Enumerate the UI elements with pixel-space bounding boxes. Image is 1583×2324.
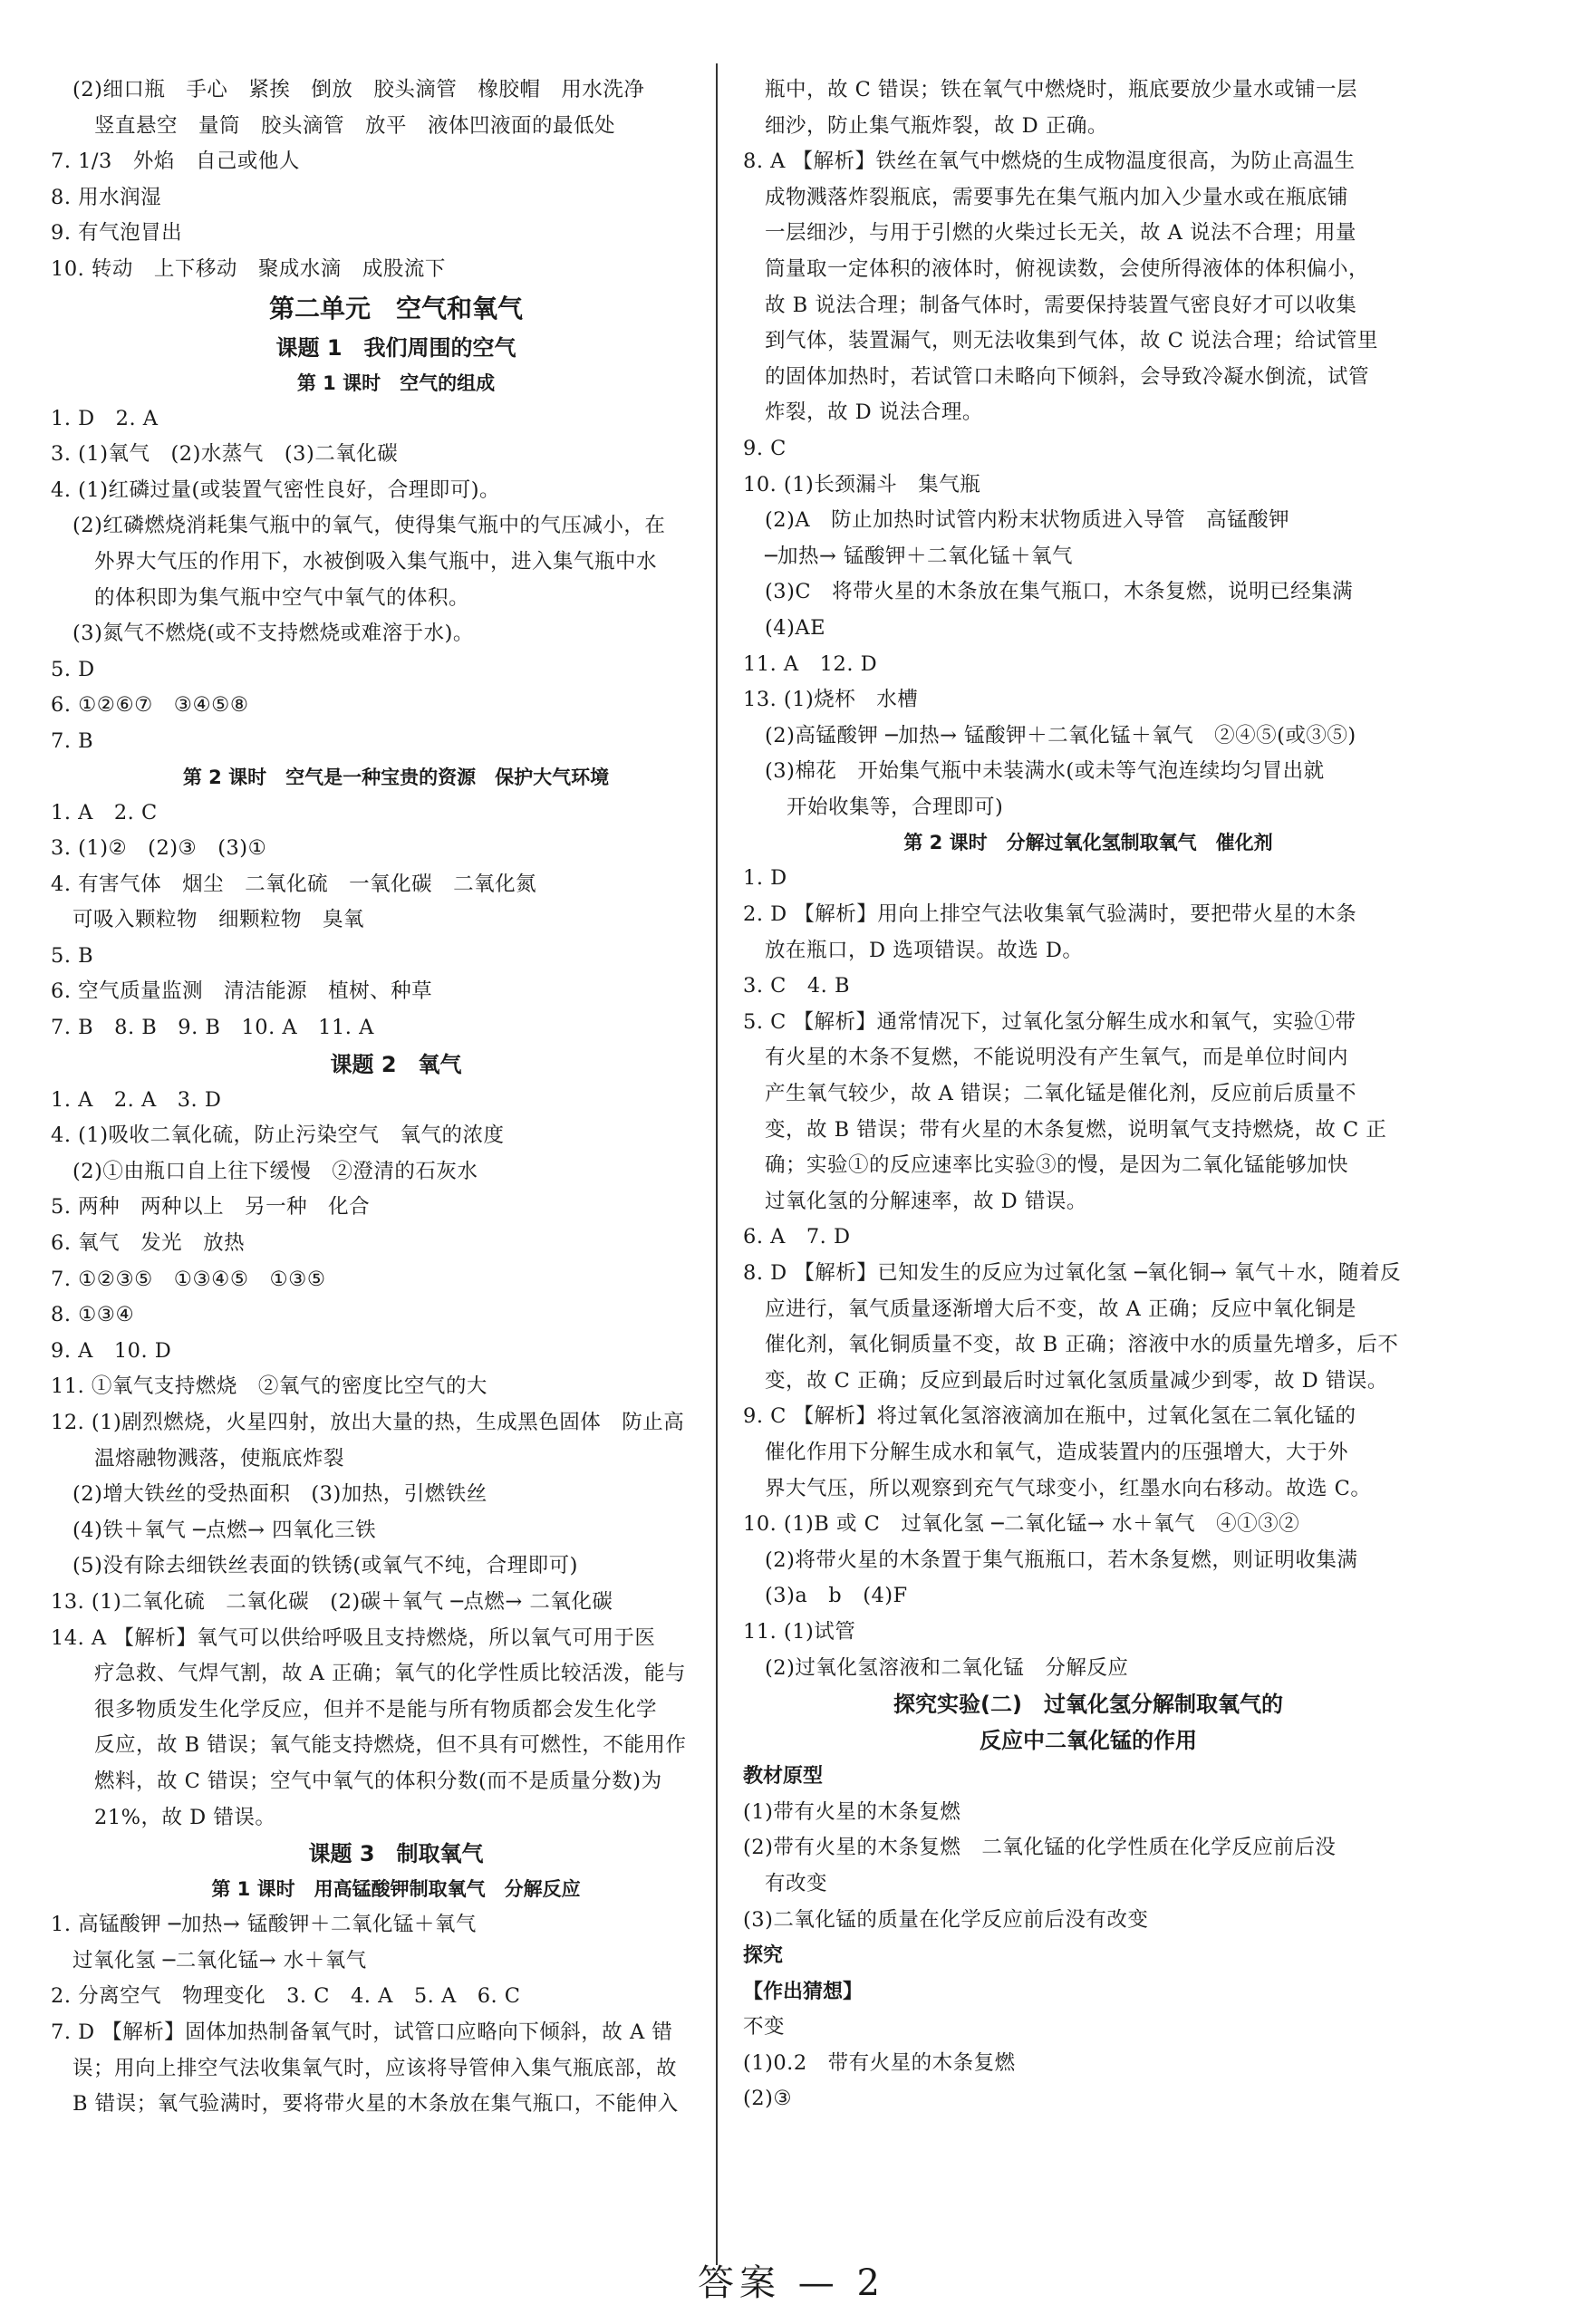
- answer-line: 1. A 2. A 3. D: [51, 1087, 222, 1112]
- topic-heading: 课题 3 制取氧气: [308, 1841, 484, 1867]
- answer-line: 4. 有害气体 烟尘 二氧化硫 一氧化碳 二氧化氮: [51, 872, 537, 896]
- answer-line: 一层细沙，与用于引燃的火柴过长无关，故 A 说法不合理；用量: [765, 221, 1357, 246]
- answer-line: 误；用向上排空气法收集氧气时，应该将导管伸入集气瓶底部，故: [72, 2056, 678, 2080]
- answer-line: 7. ①②③⑤ ①③④⑤ ①③⑤: [51, 1267, 326, 1291]
- answer-line: (2)①由瓶口自上往下缓慢 ②澄清的石灰水: [72, 1159, 478, 1183]
- answer-line: 3. (1)② (2)③ (3)①: [51, 836, 267, 861]
- left-column: [51, 72, 741, 2123]
- answer-line: 8. 用水润湿: [51, 185, 162, 209]
- answer-line: 反应，故 B 错误；氧气能支持燃烧，但不具有可燃性，不能用作: [94, 1733, 687, 1758]
- right-column: [743, 72, 1433, 2117]
- answer-line: (3)a b (4)F: [765, 1584, 908, 1608]
- answer-line: 温熔融物溅落，使瓶底炸裂: [94, 1446, 345, 1471]
- answer-line: (3)氮气不燃烧(或不支持燃烧或难溶于水)。: [72, 622, 474, 646]
- answer-line: 产生氧气较少，故 A 错误；二氧化锰是催化剂，反应前后质量不: [765, 1082, 1357, 1106]
- answer-line: 1. D 2. A: [51, 406, 159, 430]
- answer-line: 6. A 7. D: [743, 1225, 851, 1249]
- answer-line: 催化剂，氧化铜质量不变，故 B 正确；溶液中水的质量先增多，后不: [765, 1333, 1399, 1357]
- answer-line: 开始收集等，合理即可): [787, 795, 1004, 819]
- answer-line: 可吸入颗粒物 细颗粒物 臭氧: [72, 908, 365, 932]
- answer-line: 5. 两种 两种以上 另一种 化合: [51, 1195, 371, 1220]
- answer-line: (1)带有火星的木条复燃: [743, 1799, 961, 1824]
- page-footer: 答案 — 2: [698, 2262, 885, 2304]
- answer-line: (3)C 将带火星的木条放在集气瓶口，木条复燃，说明已经集满: [765, 580, 1354, 604]
- answer-line: 变，故 C 正确；反应到最后时过氧化氢质量减少到零，故 D 错误。: [765, 1368, 1388, 1393]
- answer-line: 到气体，装置漏气，则无法收集到气体，故 C 说法合理；给试管里: [765, 329, 1379, 353]
- answer-line: (2)带有火星的木条复燃 二氧化锰的化学性质在化学反应前后没: [743, 1836, 1337, 1860]
- topic-heading: 课题 2 氧气: [330, 1051, 462, 1077]
- answer-line: (3)二氧化锰的质量在化学反应前后没有改变: [743, 1907, 1149, 1932]
- answer-line: 7. 1/3 外焰 自己或他人: [51, 149, 300, 174]
- answer-line: 3. (1)氧气 (2)水蒸气 (3)二氧化碳: [51, 442, 399, 467]
- answer-line: (2)A 防止加热时试管内粉末状物质进入导管 高锰酸钾: [765, 508, 1290, 533]
- answer-line: (4)AE: [765, 615, 826, 640]
- answer-line: 13. (1)二氧化硫 二氧化碳 (2)碳＋氧气 ─点燃→ 二氧化碳: [51, 1589, 613, 1614]
- answer-line: 瓶中，故 C 错误；铁在氧气中燃烧时，瓶底要放少量水或铺一层: [765, 78, 1358, 101]
- answer-line: 不变: [743, 2015, 786, 2040]
- answer-line: 11. ①氧气支持燃烧 ②氧气的密度比空气的大: [51, 1374, 487, 1399]
- answer-line: 2. 分离空气 物理变化 3. C 4. A 5. A 6. C: [51, 1984, 521, 2009]
- answer-line: (2)细口瓶 手心 紧挨 倒放 胶头滴管 橡胶帽 用水洗净: [72, 78, 645, 101]
- topic-heading: 反应中二氧化锰的作用: [980, 1728, 1197, 1754]
- answer-line: 1. D: [743, 866, 787, 891]
- answer-line: 很多物质发生化学反应，但并不是能与所有物质都会发生化学: [94, 1697, 658, 1721]
- answer-line: 11. A 12. D: [743, 651, 878, 676]
- answer-line: 6. ①②⑥⑦ ③④⑤⑧: [51, 693, 249, 718]
- answer-line: 故 B 说法合理；制备气体时，需要保持装置气密良好才可以收集: [765, 293, 1357, 317]
- answer-line: 10. (1)长颈漏斗 集气瓶: [743, 472, 981, 497]
- answer-line: 12. (1)剧烈燃烧，火星四射，放出大量的热，生成黑色固体 防止高: [51, 1411, 685, 1434]
- section-label: 教材原型: [743, 1765, 824, 1789]
- answer-line: 4. (1)红磷过量(或装置气密性良好，合理即可)。: [51, 477, 501, 502]
- answer-line: 筒量取一定体积的液体时，俯视读数，会使所得液体的体积偏小，: [765, 256, 1370, 281]
- answer-line: 细沙，防止集气瓶炸裂，故 D 正确。: [765, 113, 1108, 138]
- answer-line: 变，故 B 错误；带有火星的木条复燃，说明氧气支持燃烧，故 C 正: [765, 1117, 1387, 1142]
- answer-line: 6. 空气质量监测 清洁能源 植树、种草: [51, 979, 433, 1004]
- section-label: 探究: [743, 1944, 784, 1968]
- answer-line: 放在瓶口，D 选项错误。故选 D。: [765, 938, 1084, 962]
- answer-line: 7. D 【解析】固体加热制备氧气时，试管口应略向下倾斜，故 A 错: [51, 2020, 673, 2044]
- answer-line: 8. D 【解析】已知发生的反应为过氧化氢 ─氧化铜→ 氧气＋水，随着反: [743, 1261, 1402, 1285]
- answer-line: 有改变: [765, 1871, 828, 1895]
- answer-line: 有火星的木条不复燃，不能说明没有产生氧气，而是单位时间内: [765, 1046, 1349, 1070]
- answer-line: (2)高锰酸钾 ─加热→ 锰酸钾＋二氧化锰＋氧气 ②④⑤(或③⑤): [765, 723, 1356, 747]
- topic-heading: 课题 1 我们周围的空气: [275, 334, 516, 361]
- answer-line: 6. 氧气 发光 放热: [51, 1231, 246, 1256]
- answer-line: 21%，故 D 错误。: [94, 1805, 276, 1829]
- lesson-heading: 第 2 课时 空气是一种宝贵的资源 保护大气环境: [182, 766, 610, 788]
- answer-line: 5. D: [51, 657, 95, 681]
- answer-line: 7. B 8. B 9. B 10. A 11. A: [51, 1016, 374, 1040]
- answer-line: 2. D 【解析】用向上排空气法收集氧气验满时，要把带火星的木条: [743, 902, 1357, 927]
- answer-line: (2)将带火星的木条置于集气瓶瓶口，若木条复燃，则证明收集满: [765, 1548, 1358, 1572]
- answer-line: 1. A 2. C: [51, 800, 158, 824]
- answer-line: 过氧化氢的分解速率，故 D 错误。: [765, 1189, 1087, 1213]
- answer-line: ─加热→ 锰酸钾＋二氧化锰＋氧气: [765, 544, 1074, 568]
- answer-line: 外界大气压的作用下，水被倒吸入集气瓶中，进入集气瓶中水: [94, 549, 658, 574]
- answer-line: 7. B: [51, 728, 94, 753]
- answer-line: 10. (1)B 或 C 过氧化氢 ─二氧化锰→ 水＋氧气 ④①③②: [743, 1512, 1300, 1537]
- answer-line: 的固体加热时，若试管口未略向下倾斜，会导致冷凝水倒流，试管: [765, 364, 1370, 389]
- answer-line: 5. C 【解析】通常情况下，过氧化氢分解生成水和氧气，实验①带: [743, 1009, 1356, 1034]
- answer-line: (2)过氧化氢溶液和二氧化锰 分解反应: [765, 1655, 1129, 1680]
- answer-line: 成物溅落炸裂瓶底，需要事先在集气瓶内加入少量水或在瓶底铺: [765, 185, 1349, 209]
- answer-line: 8. ①③④: [51, 1303, 135, 1327]
- lesson-heading: 第 1 课时 空气的组成: [296, 371, 496, 394]
- lesson-heading: 第 1 课时 用高锰酸钾制取氧气 分解反应: [211, 1878, 581, 1901]
- answer-line: (3)棉花 开始集气瓶中未装满水(或未等气泡连续均匀冒出就: [765, 759, 1325, 784]
- answer-line: 竖直悬空 量筒 胶头滴管 放平 液体凹液面的最低处: [94, 113, 616, 138]
- section-label: 【作出猜想】: [743, 1980, 864, 2003]
- answer-line: (4)铁＋氧气 ─点燃→ 四氧化三铁: [72, 1518, 377, 1542]
- answer-line: (1)0.2 带有火星的木条复燃: [743, 2050, 1016, 2075]
- answer-line: 的体积即为集气瓶中空气中氧气的体积。: [94, 585, 470, 610]
- answer-line: 13. (1)烧杯 水槽: [743, 688, 919, 712]
- answer-line: 14. A 【解析】氧气可以供给呼吸且支持燃烧，所以氧气可用于医: [51, 1625, 656, 1650]
- answer-line: 过氧化氢 ─二氧化锰→ 水＋氧气: [72, 1948, 367, 1972]
- answer-line: 界大气压，所以观察到充气气球变小，红墨水向右移动。故选 C。: [765, 1476, 1372, 1500]
- answer-line: 炸裂，故 D 说法合理。: [765, 400, 983, 425]
- answer-line: 应进行，氧气质量逐渐增大后不变，故 A 正确；反应中氧化铜是: [765, 1297, 1357, 1321]
- unit-heading: 第二单元 空气和氧气: [268, 293, 523, 323]
- answer-line: 3. C 4. B: [743, 974, 850, 998]
- answer-line: 4. (1)吸收二氧化硫，防止污染空气 氧气的浓度: [51, 1123, 505, 1148]
- answer-line: (5)没有除去细铁丝表面的铁锈(或氧气不纯，合理即可): [72, 1554, 578, 1578]
- answer-line: 9. 有气泡冒出: [51, 221, 183, 246]
- answer-line: 9. A 10. D: [51, 1338, 172, 1363]
- answer-line: 确；实验①的反应速率比实验③的慢，是因为二氧化锰能够加快: [765, 1153, 1349, 1178]
- topic-heading: 探究实验(二) 过氧化氢分解制取氧气的: [893, 1692, 1283, 1718]
- answer-line: 10. 转动 上下移动 聚成水滴 成股流下: [51, 256, 446, 281]
- column-divider: [716, 63, 718, 2265]
- answer-line: 8. A 【解析】铁丝在氧气中燃烧的生成物温度很高，为防止高温生: [743, 149, 1356, 174]
- answer-line: 9. C 【解析】将过氧化氢溶液滴加在瓶中，过氧化氢在二氧化锰的: [743, 1404, 1356, 1429]
- answer-line: 催化作用下分解生成水和氧气，造成装置内的压强增大，大于外: [765, 1440, 1349, 1464]
- answer-line: B 错误；氧气验满时，要将带火星的木条放在集气瓶口，不能伸入: [72, 2092, 679, 2117]
- answer-line: 11. (1)试管: [743, 1619, 856, 1644]
- answer-line: 1. 高锰酸钾 ─加热→ 锰酸钾＋二氧化锰＋氧气: [51, 1913, 477, 1937]
- answer-line: 5. B: [51, 943, 94, 968]
- answer-line: 燃料，故 C 错误；空气中氧气的体积分数(而不是质量分数)为: [94, 1769, 662, 1793]
- answer-line: (2)红磷燃烧消耗集气瓶中的氧气，使得集气瓶中的气压减小，在: [72, 514, 666, 538]
- answer-line: 9. C: [743, 436, 787, 460]
- answer-line: (2)③: [743, 2087, 793, 2111]
- answer-line: (2)增大铁丝的受热面积 (3)加热，引燃铁丝: [72, 1482, 487, 1507]
- lesson-heading: 第 2 课时 分解过氧化氢制取氧气 催化剂: [903, 832, 1273, 854]
- answer-line: 疗急救、气焊气割，故 A 正确；氧气的化学性质比较活泼，能与: [94, 1662, 687, 1686]
